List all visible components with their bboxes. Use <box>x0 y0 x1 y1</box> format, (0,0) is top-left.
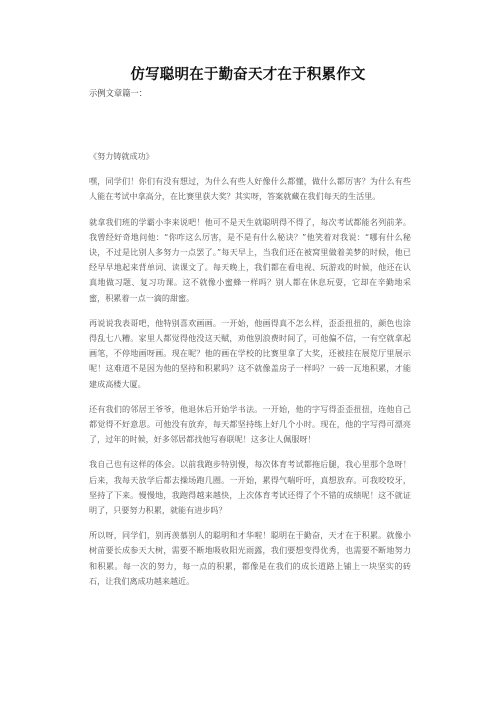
paragraph: 再说说我表哥吧，他特别喜欢画画。一开始，他画得真不怎么样，歪歪扭扭的，颜色也涂得乱七八糟。家里人都觉得他没这天赋，劝他别浪费时间了，可他偏不信，一有空就拿起画笔，不停地画呀画。现在呢？他的画在学校的比赛里拿了大奖，还被挂在展览厅里展示呢！这难道不是因为他的坚持和积累吗？这不就像盖房子一样吗？一砖一瓦地积累，才能建成高楼大厦。 <box>89 317 411 389</box>
essay-heading: 《努力铸就成功》 <box>89 151 154 161</box>
document-body <box>89 149 411 589</box>
paragraph: 所以呀，同学们，别再羡慕别人的聪明和才华啦！聪明在于勤奋，天才在于积累。就像小树苗要长成参天大树，需要不断地吸收阳光雨露，我们要想变得优秀，也需要不断地努力和积累。每一次的努力，每一点的积累，都像是在我们的成长道路上铺上一块坚实的砖石，让我们离成功越来越近。 <box>89 530 411 586</box>
document-title: 仿写聪明在于勤奋天才在于积累作文 <box>130 67 366 83</box>
document-subtitle: 示例文章篇一： <box>89 88 148 98</box>
paragraph: 我自己也有这样的体会。以前我跑步特别慢，每次体育考试都拖后腿，我心里那个急呀！后来，我每天放学后都去操场跑几圈。一开始，累得气喘吁吁，真想放弃。可我咬咬牙，坚持了下来。慢慢地，我跑得越来越快，上次体育考试还得了个不错的成绩呢！这不就证明了，只要努力积累，就能有进步吗？ <box>89 459 411 516</box>
paragraph: 就拿我们班的学霸小李来说吧！他可不是天生就聪明得不得了，每次考试都能名列前茅。我曾经好奇地问他：“你咋这么厉害，是不是有什么秘诀？”他笑着对我说：“哪有什么秘诀，不过是比别人多努力一点罢了。”每天早上，当我们还在被窝里做着美梦的时候，他已经早早地起来背单词、读课文了。每天晚上，我们都在看电视、玩游戏的时候，他还在认真地做习题、复习功课。这不就像小蜜蜂一样吗？别人都在休息玩耍，它却在辛勤地采蜜，积累着一点一滴的甜蜜。 <box>89 216 411 303</box>
paragraph: 还有我们的邻居王爷爷，他退休后开始学书法。一开始，他的字写得歪歪扭扭，连他自己都觉得不好意思。可他没有放弃，每天都坚持练上好几个小时。现在，他的字写得可漂亮了，过年的时候，好多邻居都找他写春联呢！这多让人佩服呀！ <box>89 403 411 445</box>
paragraph: 嘿，同学们！你们有没有想过，为什么有些人好像什么都懂，做什么都厉害？为什么有些人能在考试中拿高分，在比赛里获大奖？其实呀，答案就藏在我们每天的生活里。 <box>89 176 411 202</box>
